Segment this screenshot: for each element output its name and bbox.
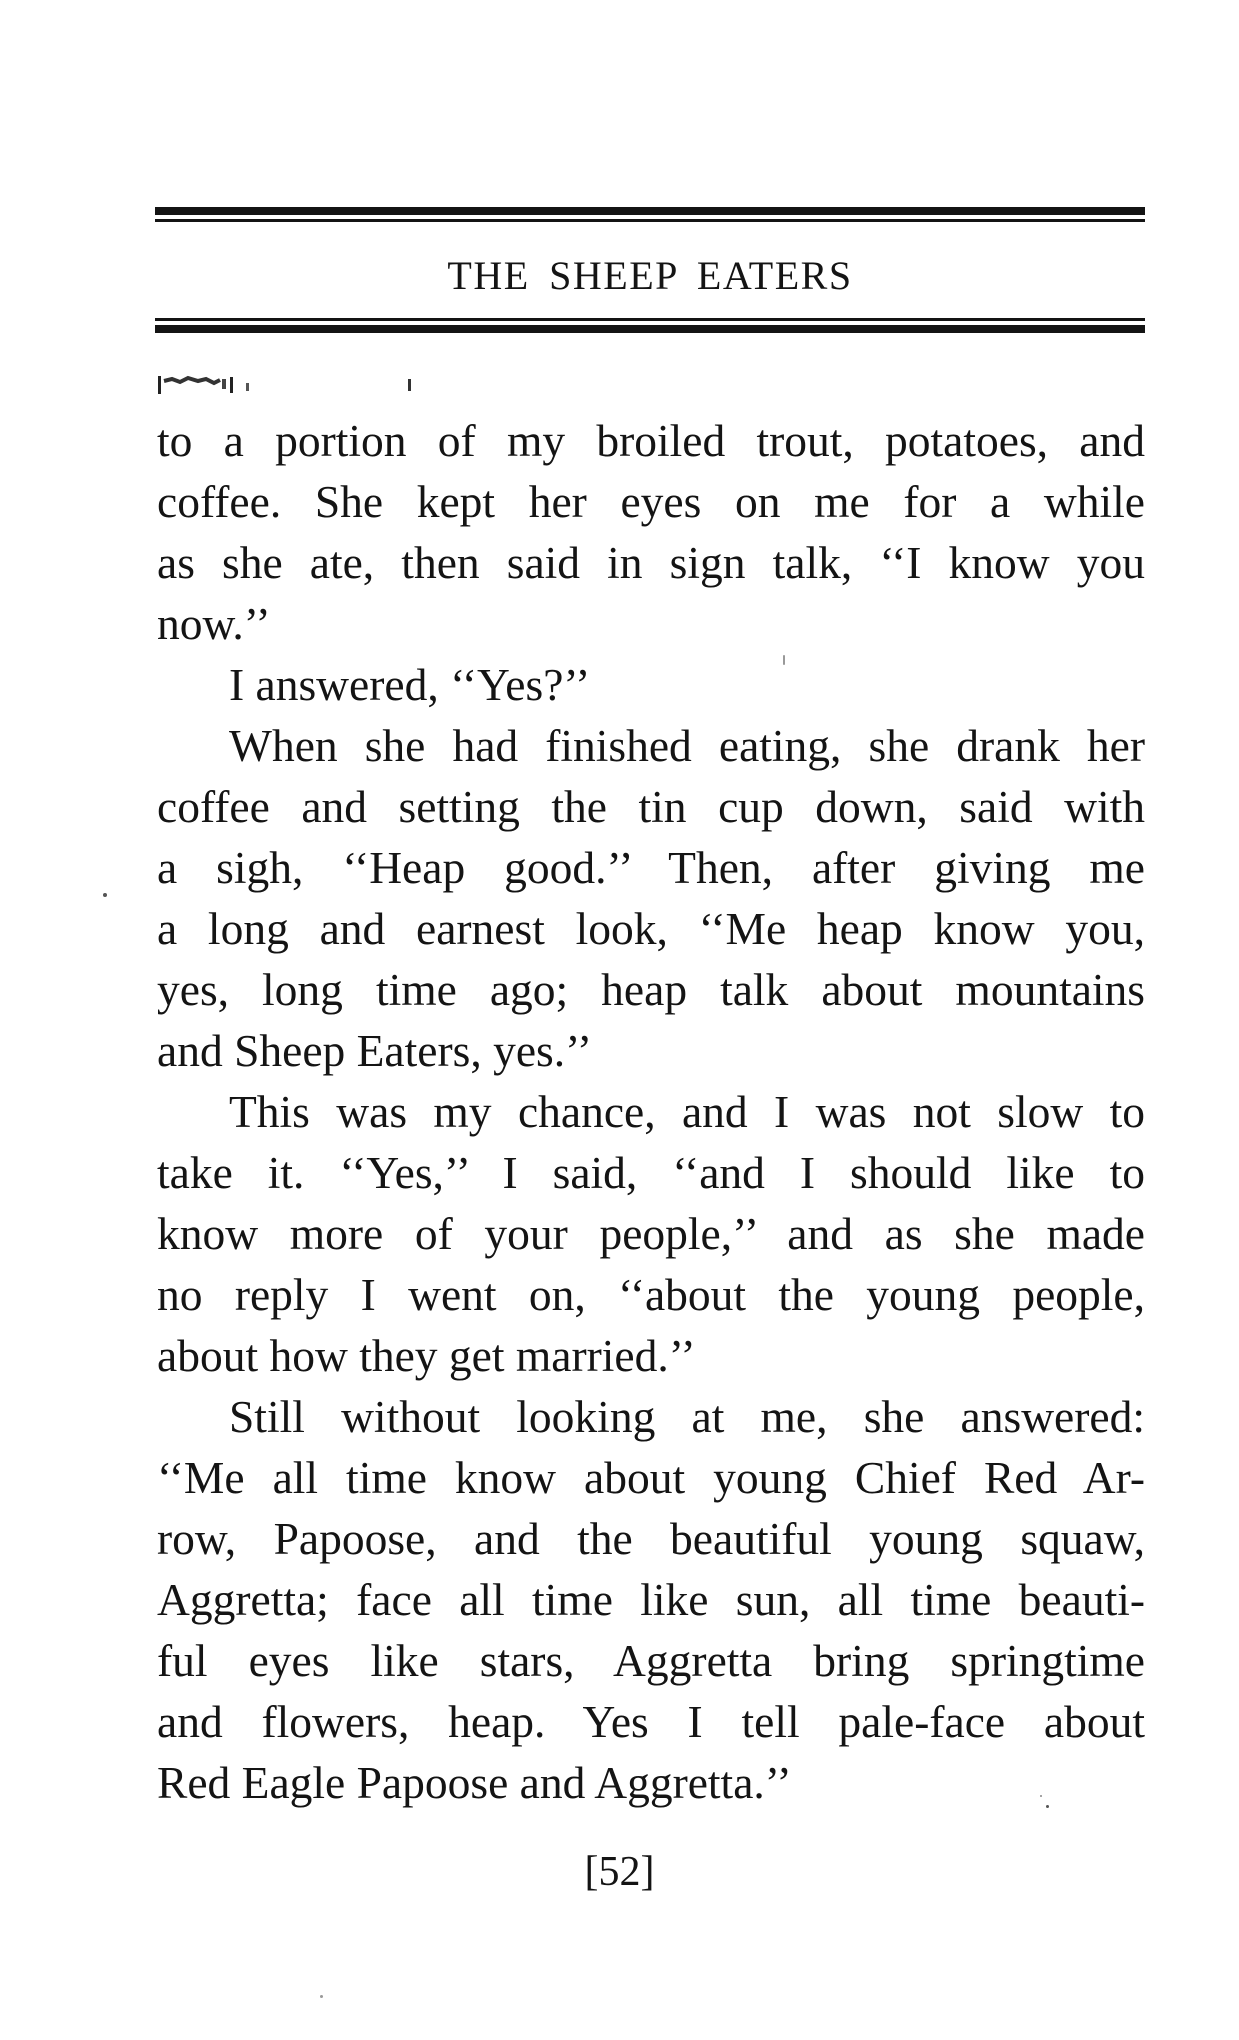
text-line: I answered, ‘‘Yes?’’ [229,659,591,710]
text-line: Still without looking at me, she answered: [229,1391,1145,1442]
header-rule-top-thin [155,219,1145,222]
text-line: row, Papoose, and the beautiful young squaw, [157,1513,1145,1564]
paragraph [157,1081,1145,1386]
text-line: This was my chance, and I was not slow to [229,1086,1145,1137]
text-line: take it. ‘‘Yes,’’ I said, ‘‘and I should like to [157,1147,1145,1198]
paragraph [157,1386,1145,1813]
scan-speck [320,1995,323,1998]
cropped-line-fragment [158,373,418,397]
text-line: no reply I went on, ‘‘about the young people, [157,1269,1145,1320]
text-line: as she ate, then said in sign talk, ‘‘I know you [157,537,1145,588]
paragraph [157,410,1145,654]
text-line: and flowers, heap. Yes I tell pale-face about [157,1696,1145,1747]
text-line: Red Eagle Papoose and Aggretta.’’ [157,1757,792,1808]
header-rule-bottom-thin [155,318,1145,321]
text-line: ‘‘Me all time know about young Chief Red Ar- [157,1452,1145,1503]
text-line: Aggretta; face all time like sun, all time beauti- [157,1574,1145,1625]
text-line: yes, long time ago; heap talk about mountains [157,964,1145,1015]
text-line: now.’’ [157,598,271,649]
scan-speck [1040,1795,1042,1797]
page-number: [52] [584,1849,655,1895]
running-head: THE SHEEP EATERS [447,253,853,298]
paragraph [157,715,1145,1081]
header-rule-bottom-thick [155,325,1145,333]
paragraph [157,654,1145,715]
text-line: a long and earnest look, ‘‘Me heap know you, [157,903,1145,954]
text-line: ful eyes like stars, Aggretta bring springtime [157,1635,1145,1686]
text-line: coffee and setting the tin cup down, said with [157,781,1145,832]
text-line: a sigh, ‘‘Heap good.’’ Then, after giving me [157,842,1145,893]
header-rule-top-thick [155,207,1145,215]
text-line: and Sheep Eaters, yes.’’ [157,1025,593,1076]
text-line: When she had finished eating, she drank her [229,720,1145,771]
body-text [157,410,1145,1813]
text-line: to a portion of my broiled trout, potatoes, and [157,415,1145,466]
scan-speck [103,893,107,897]
text-line: coffee. She kept her eyes on me for a while [157,476,1145,527]
scan-speck [783,655,785,665]
text-line: about how they get married.’’ [157,1330,696,1381]
text-line: know more of your people,’’ and as she made [157,1208,1145,1259]
scan-speck [1046,1805,1049,1808]
